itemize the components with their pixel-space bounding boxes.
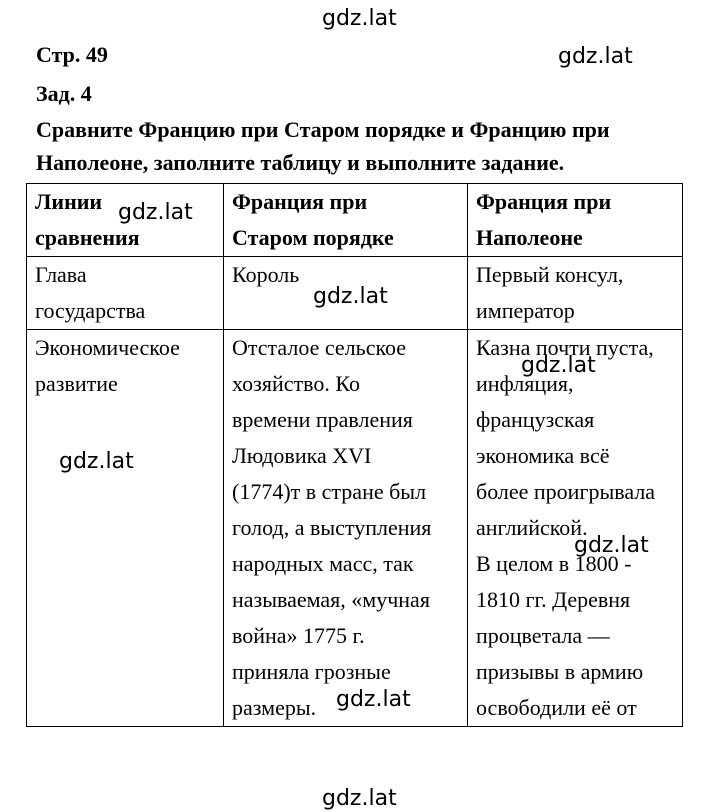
watermark: gdz.lat (558, 44, 633, 69)
watermark: gdz.lat (336, 687, 411, 712)
watermark: gdz.lat (118, 200, 193, 225)
watermark: gdz.lat (59, 449, 134, 474)
watermark: gdz.lat (322, 786, 397, 811)
table-cell: Отсталое сельское хозяйство. Ко времени правления Людовика XVI (1774)т в стране был голод, а выступления народных масс, так называемая, «мучная война» 1775 г. приняла грозные размеры. (224, 330, 468, 727)
task-text-line2: Наполеоне, заполните таблицу и выполните задание. (36, 150, 565, 175)
header-old-regime: Франция при Старом порядке (224, 184, 468, 257)
watermark: gdz.lat (313, 284, 388, 309)
table-row (27, 330, 683, 727)
header-comparison-lines: Линии сравнения (27, 184, 224, 257)
table-cell: Первый консул, император (468, 257, 683, 330)
table-cell: Король (224, 257, 468, 330)
header-napoleon: Франция при Наполеоне (468, 184, 683, 257)
page-label: Стр. 49 (36, 42, 108, 67)
table-cell: Экономическое развитие (27, 330, 224, 727)
watermark: gdz.lat (574, 533, 649, 558)
watermark: gdz.lat (322, 6, 397, 31)
watermark: gdz.lat (521, 353, 596, 378)
table-cell: Казна почти пуста, инфляция, французская экономика всё более проигрывала английской. В целом в 1800 - 1810 гг. Деревня процветала — призывы в армию освободили её от (468, 330, 683, 727)
table-cell: Глава государства (27, 257, 224, 330)
task-label: Зад. 4 (36, 81, 92, 106)
task-text-line1: Сравните Францию при Старом порядке и Францию при (36, 117, 610, 142)
